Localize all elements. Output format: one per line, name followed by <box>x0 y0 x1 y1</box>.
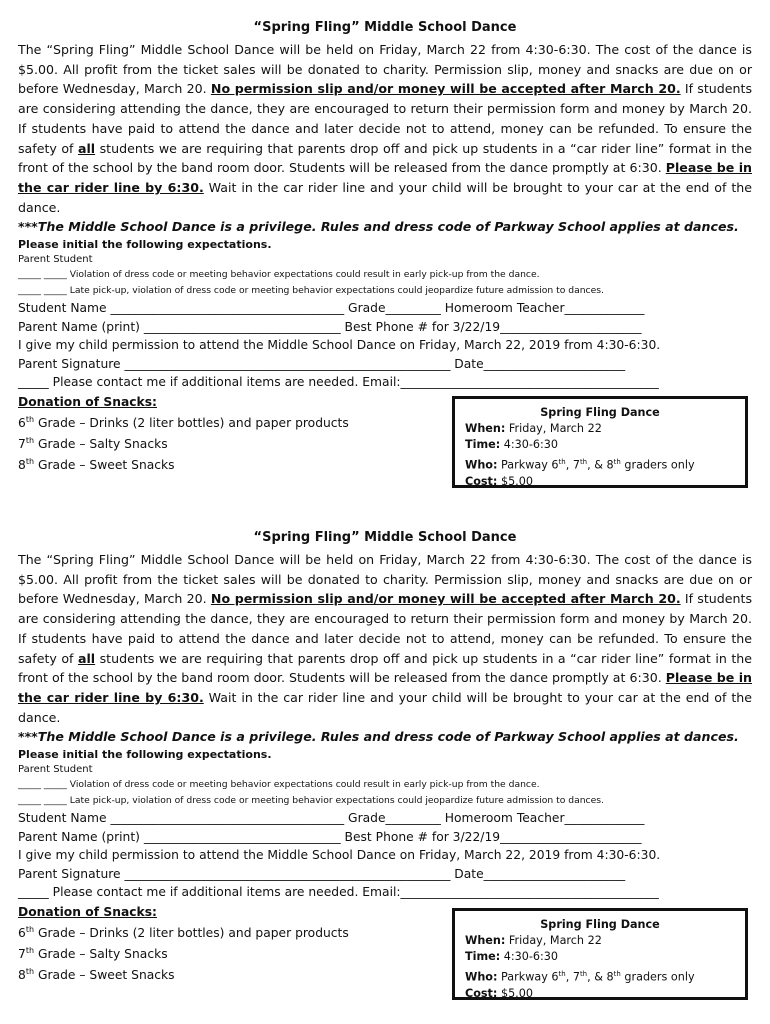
permission-statement: I give my child permission to attend the Middle School Dance on Friday, March 22, 2019 from 4:30-6:30. <box>18 338 661 353</box>
box-who: Who: Parkway 6th, 7th, & 8th graders only <box>465 457 695 472</box>
para-text: Wait in the car rider line and your child will be brought to your car at the end of the dance. <box>18 689 752 725</box>
deadline-notice: No permission slip and/or money will be accepted after March 20. <box>210 591 681 607</box>
donation-item: 7th Grade – Salty Snacks <box>18 945 168 961</box>
flyer-copy-top <box>18 18 753 488</box>
expectation-2[interactable]: _____ _____ Late pick-up, violation of dress code or meeting behavior expectations could jeopardize future admission to dances. <box>18 285 604 297</box>
para-text: If students are considering attending the dance, they are encouraged to return their permission form and money by March 20. If students have paid to attend the dance and later decide not to attend, money can be refunded. To ensure the safety of <box>18 81 753 156</box>
box-cost: Cost: $5.00 <box>465 474 533 488</box>
para-text: The “Spring Fling” Middle School Dance will be held on Friday, March 22 from 4:30-6:30. The cost of the dance is $5.00. All profit from the ticket sales will be donated to charity. Permission slip, money and snacks are due on or before Wednesday, March 20. <box>18 42 752 97</box>
initial-heading: Please initial the following expectations. <box>18 748 272 762</box>
para-text: Wait in the car rider line and your child will be brought to your car at the end of the dance. <box>18 179 752 215</box>
flyer-paragraph <box>18 550 752 727</box>
box-cost: Cost: $5.00 <box>465 986 533 1000</box>
donation-heading: Donation of Snacks: <box>18 904 157 919</box>
box-title: Spring Fling Dance <box>540 406 660 419</box>
parent-student-labels: Parent Student <box>18 764 93 776</box>
rules-statement: ***The Middle School Dance is a privilege. Rules and dress code of Parkway School applies at dances. <box>18 729 739 745</box>
expectation-1[interactable]: _____ _____ Violation of dress code or meeting behavior expectations could result in early pick-up from the dance. <box>18 269 540 281</box>
para-text: students we are requiring that parents drop off and pick up students in a “car rider line” format in the front of the school by the band room door. Students will be released from the dance promptly at 6:30. <box>18 140 752 176</box>
all-emphasis: all <box>77 650 96 666</box>
student-name-line[interactable]: Student Name ______________________________________ Grade_________ Homeroom Teacher_____________ <box>18 301 645 316</box>
para-text: students we are requiring that parents drop off and pick up students in a “car rider line” format in the front of the school by the band room door. Students will be released from the dance promptly at 6:30. <box>18 650 752 686</box>
expectation-2[interactable]: _____ _____ Late pick-up, violation of dress code or meeting behavior expectations could jeopardize future admission to dances. <box>18 795 604 807</box>
initial-heading: Please initial the following expectations. <box>18 238 272 252</box>
flyer-copy-bottom <box>18 528 753 1000</box>
donation-item: 6th Grade – Drinks (2 liter bottles) and paper products <box>18 414 349 430</box>
contact-email-line[interactable]: _____ Please contact me if additional items are needed. Email:__________________________________________ <box>18 375 659 390</box>
parent-name-line[interactable]: Parent Name (print) ________________________________ Best Phone # for 3/22/19_______________________ <box>18 829 642 844</box>
deadline-notice: No permission slip and/or money will be accepted after March 20. <box>210 81 681 97</box>
donation-item: 8th Grade – Sweet Snacks <box>18 456 175 472</box>
all-emphasis: all <box>77 140 96 156</box>
permission-statement: I give my child permission to attend the Middle School Dance on Friday, March 22, 2019 from 4:30-6:30. <box>18 848 661 863</box>
contact-email-line[interactable]: _____ Please contact me if additional items are needed. Email:__________________________________________ <box>18 885 659 900</box>
donation-heading: Donation of Snacks: <box>18 394 157 409</box>
box-time: Time: 4:30-6:30 <box>465 438 559 452</box>
dance-info-box <box>452 396 748 488</box>
para-text: If students are considering attending the dance, they are encouraged to return their permission form and money by March 20. If students have paid to attend the dance and later decide not to attend, money can be refunded. To ensure the safety of <box>18 591 753 666</box>
para-text: The “Spring Fling” Middle School Dance will be held on Friday, March 22 from 4:30-6:30. The cost of the dance is $5.00. All profit from the ticket sales will be donated to charity. Permission slip, money and snacks are due on or before Wednesday, March 20. <box>18 552 752 607</box>
parent-name-line[interactable]: Parent Name (print) ________________________________ Best Phone # for 3/22/19_______________________ <box>18 319 642 334</box>
box-when: When: Friday, March 22 <box>465 422 602 436</box>
donation-item: 7th Grade – Salty Snacks <box>18 435 168 451</box>
box-time: Time: 4:30-6:30 <box>465 950 559 964</box>
dance-info-box <box>452 908 748 1000</box>
parent-signature-line[interactable]: Parent Signature _____________________________________________________ Date_______________________ <box>18 866 626 881</box>
box-when: When: Friday, March 22 <box>465 934 602 948</box>
donation-item: 6th Grade – Drinks (2 liter bottles) and paper products <box>18 924 349 940</box>
expectation-1[interactable]: _____ _____ Violation of dress code or meeting behavior expectations could result in early pick-up from the dance. <box>18 779 540 791</box>
flyer-paragraph <box>18 40 752 217</box>
parent-signature-line[interactable]: Parent Signature _____________________________________________________ Date_______________________ <box>18 356 626 371</box>
car-rider-notice: Please be in the car rider line by 6:30. <box>18 160 752 195</box>
box-title: Spring Fling Dance <box>540 918 660 931</box>
car-rider-notice: Please be in the car rider line by 6:30. <box>18 670 752 705</box>
donation-item: 8th Grade – Sweet Snacks <box>18 966 175 982</box>
flyer-title: “Spring Fling” Middle School Dance <box>253 20 517 35</box>
parent-student-labels: Parent Student <box>18 254 93 266</box>
rules-statement: ***The Middle School Dance is a privilege. Rules and dress code of Parkway School applies at dances. <box>18 219 739 235</box>
student-name-line[interactable]: Student Name ______________________________________ Grade_________ Homeroom Teacher_____________ <box>18 811 645 826</box>
box-who: Who: Parkway 6th, 7th, & 8th graders only <box>465 969 695 984</box>
flyer-title: “Spring Fling” Middle School Dance <box>253 530 517 545</box>
